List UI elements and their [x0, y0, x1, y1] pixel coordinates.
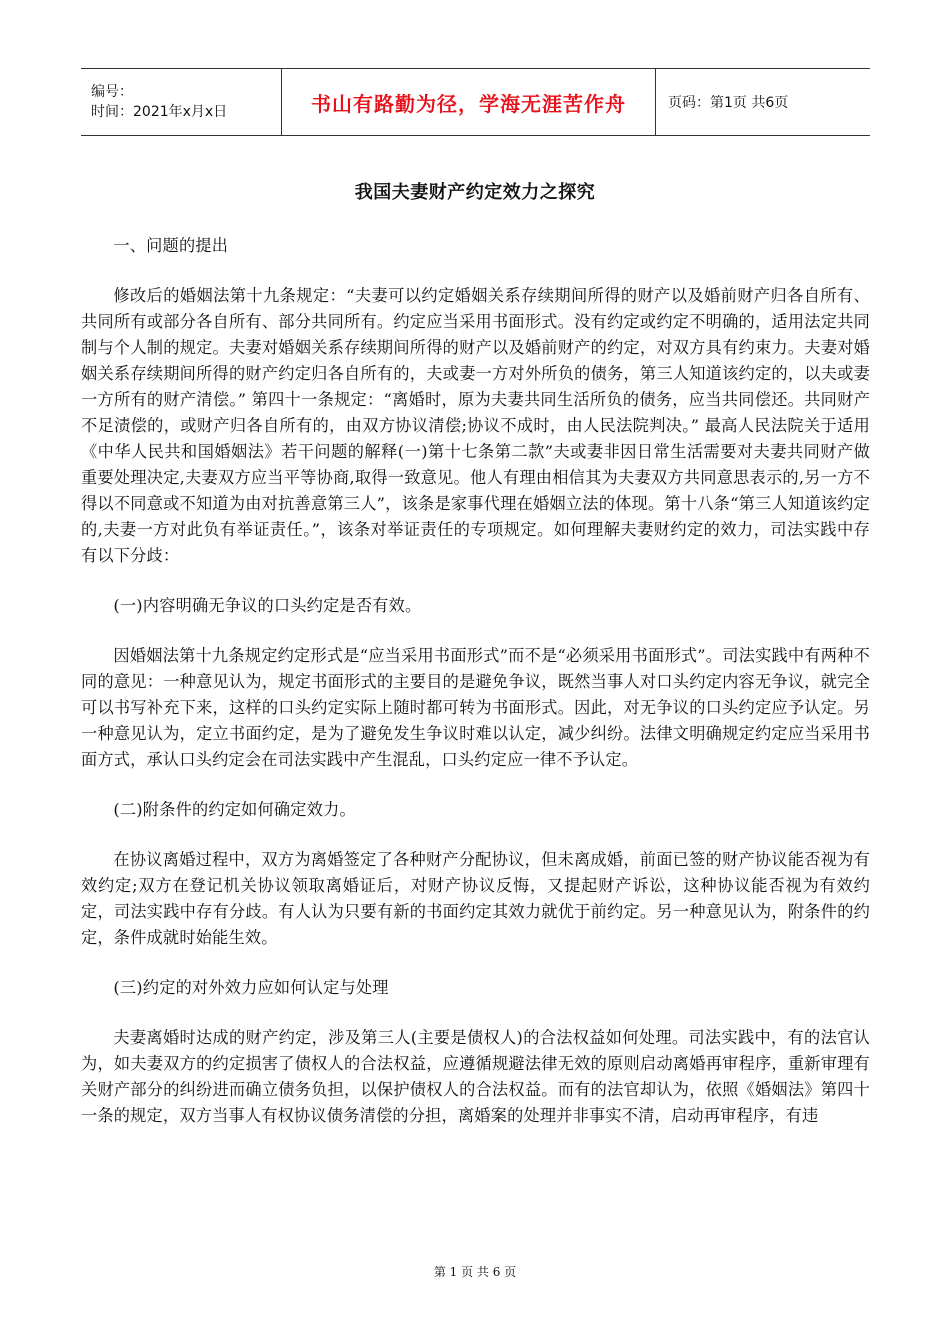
header-motto-cell: [282, 69, 656, 135]
page-header: [81, 68, 870, 136]
body-paragraph-3: 在协议离婚过程中，双方为离婚签定了各种财产分配协议，但未离成婚，前面已签的财产协议能否视为有效约定;双方在登记机关协议领取离婚证后，对财产协议反悔，又提起财产诉讼，这种协议能否视为有效约定，司法实践中存有分歧。有人认为只要有新的书面约定其效力就优于前约定。另一种意见认为，附条件的约定，条件成就时始能生效。: [81, 850, 870, 947]
document-time-label: 时间：2021年x月x日: [91, 104, 228, 120]
page-footer: 第 1 页 共 6 页: [433, 1265, 517, 1279]
header-motto: 书山有路勤为径，学海无涯苦作舟: [311, 91, 626, 116]
section-heading-1: 一、问题的提出: [113, 236, 229, 255]
body-paragraph-4: 夫妻离婚时达成的财产约定，涉及第三人(主要是债权人)的合法权益如何处理。司法实践中，有的法官认为，如夫妻双方的约定损害了债权人的合法权益，应遵循规避法律无效的原则启动离婚再审程序，重新审理有关财产部分的纠纷进而确立债务负担，以保护债权人的合法权益。而有的法官却认为，依照《婚姻法》第四十一条的规定，双方当事人有权协议债务清偿的分担，离婚案的处理并非事实不清，启动再审程序，有违: [81, 1028, 870, 1125]
subsection-heading-3: (三)约定的对外效力应如何认定与处理: [113, 978, 389, 997]
subsection-heading-2: (二)附条件的约定如何确定效力。: [113, 800, 356, 819]
body-paragraph-2: 因婚姻法第十九条规定约定形式是“应当采用书面形式”而不是“必须采用书面形式”。司法实践中有两种不同的意见：一种意见认为，规定书面形式的主要目的是避免争议，既然当事人对口头约定内容无争议，就完全可以书写补充下来，这样的口头约定实际上随时都可转为书面形式。因此，对无争议的口头约定应予认定。另一种意见认为，定立书面约定，是为了避免发生争议时难以认定，减少纠纷。法律文明确规定约定应当采用书面方式，承认口头约定会在司法实践中产生混乱，口头约定应一律不予认定。: [81, 646, 870, 769]
header-page-info: 页码：第1页 共6页: [668, 95, 789, 111]
body-paragraph-1: 修改后的婚姻法第十九条规定：“夫妻可以约定婚姻关系存续期间所得的财产以及婚前财产归各自所有、共同所有或部分各自所有、部分共同所有。约定应当采用书面形式。没有约定或约定不明确的，适用法定共同制与个人制的规定。夫妻对婚姻关系存续期间所得的财产以及婚前财产的约定，对双方具有约束力。夫妻对婚姻关系存续期间所得的财产约定归各自所有的，夫或妻一方对外所负的债务，第三人知道该约定的，以夫或妻一方所有的财产清偿。” 第四十一条规定：“离婚时，原为夫妻共同生活所负的债务，应当共同偿还。共同财产不足渍偿的，或财产归各自所有的，由双方协议清偿;协议不成时，由人民法院判决。” 最高人民法院关于适用《中华人民共和国婚姻法》若干问题的解释(一)第十七条第二款”夫或妻非因日常生活需要对夫妻共同财产做重要处理决定,夫妻双方应当平等协商,取得一致意见。他人有理由相信其为夫妻双方共同意思表示的,另一方不得以不同意或不知道为由对抗善意第三人”，该条是家事代理在婚姻立法的体现。第十八条“第三人知道该约定的,夫妻一方对此负有举证责任。”，该条对举证责任的专项规定。如何理解夫妻财约定的效力，司法实践中存有以下分歧：: [81, 286, 870, 565]
header-meta: [81, 69, 282, 135]
document-body: [81, 233, 870, 1153]
document-number-label: 编号：: [91, 84, 133, 100]
document-title: 我国夫妻财产约定效力之探究: [354, 182, 596, 203]
subsection-heading-1: (一)内容明确无争议的口头约定是否有效。: [113, 596, 422, 615]
header-page-info-cell: [656, 69, 870, 135]
